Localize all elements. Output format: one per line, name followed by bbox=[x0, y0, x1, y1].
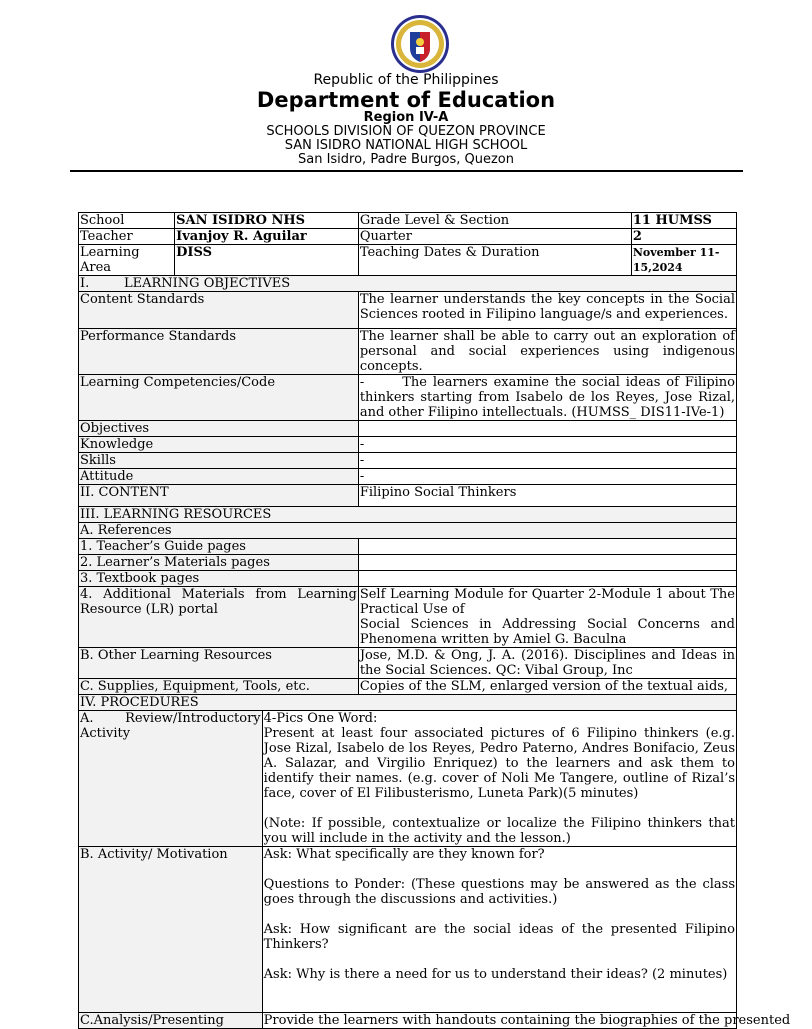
lesson-log-table bbox=[78, 212, 791, 1029]
grade-value: 11 HUMSS bbox=[631, 213, 736, 228]
performance-standards-row bbox=[79, 329, 737, 375]
section-heading-procedures: IV. PROCEDURES bbox=[79, 695, 737, 711]
knowledge-value: - bbox=[358, 437, 736, 453]
info-row-teacher bbox=[79, 229, 737, 245]
supplies-label: C. Supplies, Equipment, Tools, etc. bbox=[79, 679, 359, 695]
other-resources-row bbox=[79, 648, 737, 679]
info-row-school bbox=[79, 213, 737, 229]
teacher-value: Ivanjoy R. Aguilar bbox=[175, 229, 359, 245]
activity-label: B. Activity/ Motivation bbox=[79, 847, 263, 1013]
quarter-value: 2 bbox=[631, 229, 736, 244]
teacher-label: Teacher bbox=[79, 229, 175, 245]
objectives-label: Objectives bbox=[79, 421, 359, 437]
header-republic: Republic of the Philippines bbox=[313, 72, 499, 88]
content-standards-row bbox=[79, 292, 737, 329]
header-school: SAN ISIDRO NATIONAL HIGH SCHOOL bbox=[284, 138, 528, 153]
skills-value: - bbox=[358, 453, 736, 469]
textbook-label: 3. Textbook pages bbox=[79, 571, 359, 587]
additional-materials-row bbox=[79, 587, 737, 648]
review-label: A. Review/Introductory Activity bbox=[79, 711, 263, 847]
section-resources-row bbox=[79, 507, 737, 523]
attitude-row bbox=[79, 469, 737, 485]
info-row-area bbox=[79, 245, 737, 276]
additional-materials-label: 4. Additional Materials from Learning Resource (LR) portal bbox=[79, 587, 359, 648]
other-resources-label: B. Other Learning Resources bbox=[79, 648, 359, 679]
references-label: A. References bbox=[79, 523, 737, 539]
header-department: Department of Education bbox=[256, 88, 556, 112]
competencies-label: Learning Competencies/Code bbox=[79, 375, 359, 421]
header-divider bbox=[70, 170, 743, 172]
performance-standards-value: The learner shall be able to carry out an exploration of personal and social experiences using indigenous concepts. bbox=[359, 329, 735, 374]
additional-materials-value: Self Learning Module for Quarter 2-Module 1 about The Practical Use of Social Sciences in Addressing Social Concerns and Phenomena written by Amiel G. Baculna bbox=[359, 587, 735, 647]
textbook-row bbox=[79, 571, 737, 587]
school-value: SAN ISIDRO NHS bbox=[175, 213, 359, 229]
header-address: San Isidro, Padre Burgos, Quezon bbox=[297, 152, 514, 167]
school-label: School bbox=[79, 213, 175, 229]
area-value: DISS bbox=[175, 245, 359, 276]
supplies-row bbox=[79, 679, 737, 695]
analysis-row bbox=[79, 1013, 737, 1029]
attitude-label: Attitude bbox=[79, 469, 359, 485]
competencies-value: - The learners examine the social ideas of Filipino thinkers starting from Isabelo de los Reyes, Jose Rizal, and other Filipino intellectuals. (HUMSS_ DIS11-IVe-1) bbox=[359, 375, 735, 420]
section-heading-resources: III. LEARNING RESOURCES bbox=[79, 507, 737, 523]
dates-value: November 11-15,2024 bbox=[631, 245, 736, 275]
header-division: SCHOOLS DIVISION OF QUEZON PROVINCE bbox=[266, 124, 546, 139]
other-resources-value: Jose, M.D. & Ong, J. A. (2016). Disciplines and Ideas in the Social Sciences. QC: Vibal Group, Inc bbox=[359, 648, 735, 678]
performance-standards-label: Performance Standards bbox=[79, 329, 359, 375]
grade-label: Grade Level & Section bbox=[359, 213, 510, 228]
dates-label: Teaching Dates & Duration bbox=[359, 245, 540, 260]
activity-value: Ask: What specifically are they known for? Questions to Ponder: (These questions may be answered as the class goes through the discussions and activities.) Ask: How significant are the social ideas of the presented Filipino Thinkers? Ask: Why is there a need for us to understand their ideas? (2 minutes) bbox=[262, 847, 736, 1013]
knowledge-label: Knowledge bbox=[79, 437, 359, 453]
review-row bbox=[79, 711, 737, 847]
header-region: Region IV-A bbox=[363, 110, 449, 125]
competencies-row bbox=[79, 375, 737, 421]
activity-row bbox=[79, 847, 737, 1013]
analysis-value: Provide the learners with handouts containing the biographies of the presented bbox=[263, 1013, 791, 1028]
tg-label: 1. Teacher’s Guide pages bbox=[79, 539, 359, 555]
content-standards-label: Content Standards bbox=[79, 292, 359, 329]
objectives-row bbox=[79, 421, 737, 437]
content-label: II. CONTENT bbox=[79, 485, 359, 507]
skills-label: Skills bbox=[79, 453, 359, 469]
tg-row bbox=[79, 539, 737, 555]
area-label: Learning Area bbox=[79, 245, 175, 276]
lm-label: 2. Learner’s Materials pages bbox=[79, 555, 359, 571]
content-row bbox=[79, 485, 737, 507]
attitude-value: - bbox=[358, 469, 736, 485]
review-value: 4-Pics One Word: Present at least four associated pictures of 6 Filipino thinkers (e.g. Jose Rizal, Isabelo de los Reyes, Pedro Paterno, Andres Bonifacio, Zeus A. Salazar, and Virgilio Enriquez) to the learners and ask them to identify their names. (e.g. cover of Noli Me Tangere, outline of Rizal’s face, cover of El Filibusterismo, Luneta Park)(5 minutes) (Note: If possible, contextualize or localize the Filipino thinkers that you will include in the activity and the lesson.) bbox=[263, 711, 735, 846]
section-objectives-row bbox=[79, 276, 737, 292]
quarter-label: Quarter bbox=[359, 229, 412, 244]
supplies-value: Copies of the SLM, enlarged version of the textual aids, bbox=[358, 679, 736, 695]
section-procedures-row bbox=[79, 695, 737, 711]
content-value: Filipino Social Thinkers bbox=[358, 485, 736, 507]
analysis-label: C.Analysis/Presenting bbox=[79, 1013, 263, 1029]
lm-row bbox=[79, 555, 737, 571]
references-row bbox=[79, 523, 737, 539]
skills-row bbox=[79, 453, 737, 469]
section-heading-objectives: I. LEARNING OBJECTIVES bbox=[79, 276, 737, 292]
deped-seal-logo bbox=[385, 14, 455, 74]
content-standards-value: The learner understands the key concepts in the Social Sciences rooted in Filipino language/s and experiences. bbox=[358, 292, 736, 329]
knowledge-row bbox=[79, 437, 737, 453]
